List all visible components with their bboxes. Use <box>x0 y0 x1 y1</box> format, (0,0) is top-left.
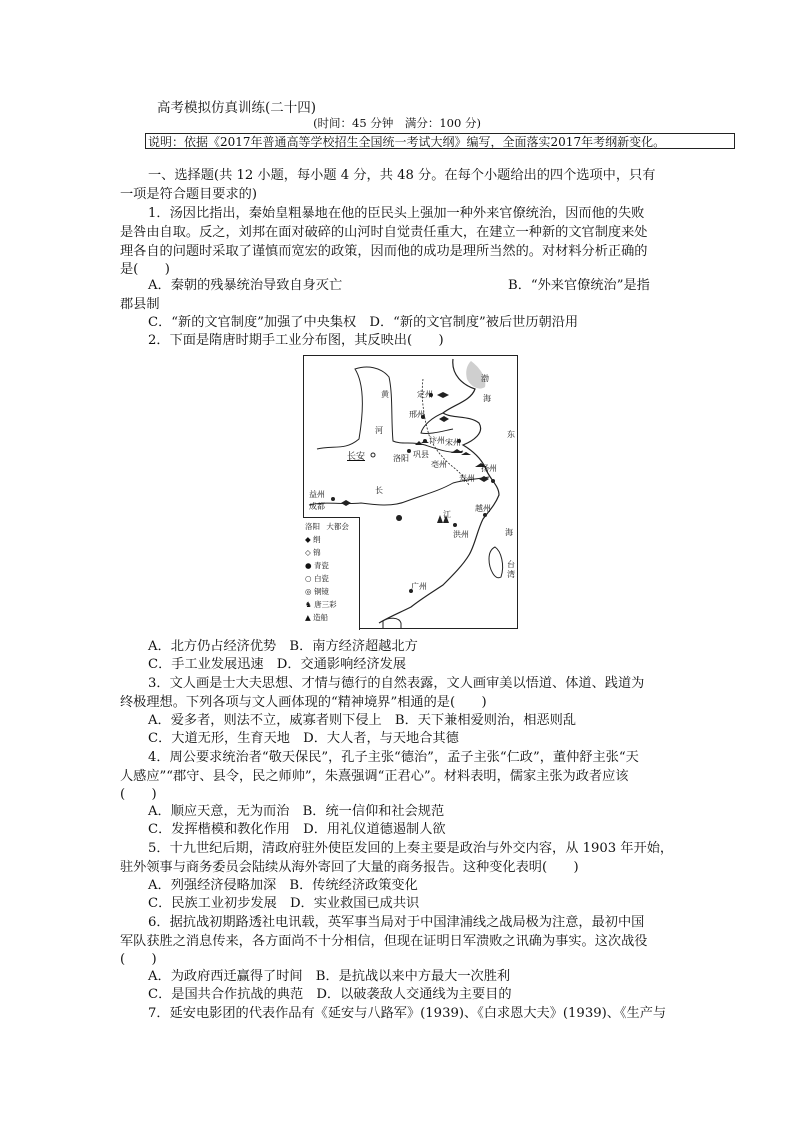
q5-option-cd: C．民族工业初步发展 D．实业救国已成共识 <box>148 896 420 911</box>
map-label-yizhou: 益州 <box>309 490 325 499</box>
q6-option-cd: C．是国共合作抗战的典范 D．以破袭敌人交通线为主要目的 <box>148 987 512 1002</box>
q3-option-ab: A．爱多者，则法不立，威寡者则下侵上 B．天下兼相爱则治，相恶则乱 <box>148 713 577 728</box>
q5-option-ab: A．列强经济侵略加深 B．传统经济政策变化 <box>148 878 418 893</box>
section-instruction-line2: 一项是符合题目要求的) <box>120 187 258 202</box>
map-label-wan: 湾 <box>507 570 515 579</box>
map-label-hongzhou: 洪州 <box>453 530 469 539</box>
legend-city-b: 大都会 <box>326 522 349 531</box>
ship-icon: ▲ <box>305 613 311 622</box>
map-label-tai: 台 <box>507 560 515 569</box>
q1-option-a: A．秦朝的残暴统治导致自身灭亡 <box>148 278 343 293</box>
legend-item-celadon: ● 青瓷 <box>305 561 329 570</box>
q1-stem-line4: 是( ) <box>120 262 170 277</box>
map-label-chang: 长 <box>375 486 383 495</box>
q3-stem-line2: 终极理想。下列各项与文人画体现的“精神境界”相通的是( ) <box>120 695 487 710</box>
q1-option-cd: C．“新的文官制度”加强了中央集权 D．“新的文官制度”被后世历朝沿用 <box>148 315 579 330</box>
q2-option-ab: A．北方仍占经济优势 B．南方经济超越北方 <box>148 639 418 654</box>
q6-stem-line1: 6．据抗战初期路透社电讯载，英军事当局对于中国津浦线之战局极为注意，最初中国 <box>148 915 645 930</box>
q1-stem-line1: 1．汤因比指出，秦始皇粗暴地在他的臣民头上强加一种外来官僚统治，因而他的失败 <box>148 206 645 221</box>
q3-option-cd: C．大道无形，生育天地 D．大人者，与天地合其德 <box>148 731 459 746</box>
map-label-bo-hai: 海 <box>483 394 491 403</box>
legend-item-white-porcelain: ○ 白瓷 <box>305 574 329 583</box>
brocade-icon: ◇ <box>305 548 311 557</box>
map-label-shouzhou: 寿州 <box>459 474 475 483</box>
q1-option-b: B．“外来官僚统治”是指 <box>508 278 650 293</box>
q7-stem-line1: 7．延安电影团的代表作品有《延安与八路军》(1939)、《白求恩大夫》(1939)、《生产与 <box>148 1006 667 1021</box>
q6-stem-line2: 军队获胜之消息传来，各方面尚不十分相信，但现在证明日军溃败之讯确为事实。这次战役 <box>120 934 648 949</box>
q5-stem-line2: 驻外领事与商务委员会陆续从海外寄回了大量的商务报告。这种变化表明( ) <box>120 860 579 875</box>
map-label-yuezhou: 越州 <box>475 504 491 513</box>
q1-option-b-cont: 郡县制 <box>120 297 160 312</box>
q4-stem-line3: ( ) <box>120 787 157 802</box>
section-instruction-line1: 一、选择题(共 12 小题，每小题 4 分，共 48 分。在每个小题给出的四个选项中，只有 <box>148 168 656 183</box>
q1-stem-line2: 是咎由自取。反之，刘邦在面对破碎的山河时自觉责任重大，在建立一种新的文官制度来处 <box>120 225 648 240</box>
exam-subtitle: (时间：45 分钟 满分：100 分) <box>313 116 481 130</box>
map-legend <box>303 517 360 630</box>
legend-item-tricolor: ♞ 唐三彩 <box>305 600 337 609</box>
bronze-mirror-icon: ◎ <box>305 587 312 596</box>
q2-stem: 2．下面是隋唐时期手工业分布图，其反映出( ) <box>148 333 444 348</box>
map-label-bo: 渤 <box>481 374 489 383</box>
horse-icon: ♞ <box>305 600 312 609</box>
map-label-yangzhou: 扬州 <box>481 464 497 473</box>
map-label-xingzhou: 邢州 <box>409 410 425 419</box>
q4-option-ab: A．顺应天意，无为而治 B．统一信仰和社会规范 <box>148 804 445 819</box>
map-label-jiang: 江 <box>443 510 451 519</box>
exam-note-box: 说明：依据《2017年普通高等学校招生全国统一考试大纲》编写，全面落实2017年考纲新变化。 <box>145 133 735 149</box>
legend-item-silk: ◆ 绢 <box>305 535 321 544</box>
q3-stem-line1: 3．文人画是士大夫思想、才情与德行的自然表露，文人画审美以悟道、体道、践道为 <box>148 676 645 691</box>
q4-stem-line2: 人感应”“郡守、县令，民之师帅”，朱熹强调“正君心”。材料表明，儒家主张为政者应该 <box>120 769 629 784</box>
map-label-gongxian: 巩县 <box>413 450 429 459</box>
map-label-huang: 黄 <box>381 390 389 399</box>
map-label-dingzhou: 定州 <box>417 390 433 399</box>
legend-item-brocade: ◇ 锦 <box>305 548 321 557</box>
q2-option-cd: C．手工业发展迅速 D．交通影响经济发展 <box>148 657 407 672</box>
legend-city-a: 洛阳 <box>305 522 320 531</box>
q4-stem-line1: 4．周公要求统治者“敬天保民”，孔子主张“德治”，孟子主张“仁政”，董仲舒主张“天 <box>148 750 639 765</box>
q6-option-ab: A．为政府西迁赢得了时间 B．是抗战以来中方最大一次胜利 <box>148 969 511 984</box>
q6-stem-line3: ( ) <box>120 952 157 967</box>
q1-stem-line3: 理各自的问题时采取了谨慎而宽宏的政策，因而他的成功是理所当然的。对材料分析正确的 <box>120 244 648 259</box>
map-label-luoyang: 洛阳 <box>393 454 409 463</box>
map-label-hai: 海 <box>505 528 513 537</box>
map-label-he: 河 <box>375 426 383 435</box>
legend-city <box>305 521 349 532</box>
map-label-guangzhou: 广州 <box>411 582 427 591</box>
map-label-changan: 长安 <box>347 452 366 462</box>
q5-stem-line1: 5．十九世纪后期，清政府驻外使臣发回的上奏主要是政治与外交内容，从 1903 年开始， <box>148 841 674 856</box>
handicraft-distribution-map <box>303 355 518 629</box>
map-label-bianzhou: 汴州 <box>429 436 445 445</box>
legend-item-shipbuilding: ▲ 造船 <box>305 613 329 622</box>
q4-option-cd: C．发挥楷模和教化作用 D．用礼仪道德遏制人欲 <box>148 822 446 837</box>
white-porcelain-icon: ○ <box>305 574 312 583</box>
map-label-chengdu: 成都 <box>309 502 325 511</box>
celadon-icon: ● <box>305 561 312 570</box>
legend-item-bronze-mirror: ◎ 铜镜 <box>305 587 329 596</box>
silk-icon: ◆ <box>305 535 311 544</box>
map-label-songzhou: 宋州 <box>445 438 461 447</box>
map-label-bozhou: 亳州 <box>431 460 447 469</box>
exam-title: 高考模拟仿真训练(二十四) <box>157 100 317 116</box>
map-label-dong: 东 <box>507 430 515 439</box>
